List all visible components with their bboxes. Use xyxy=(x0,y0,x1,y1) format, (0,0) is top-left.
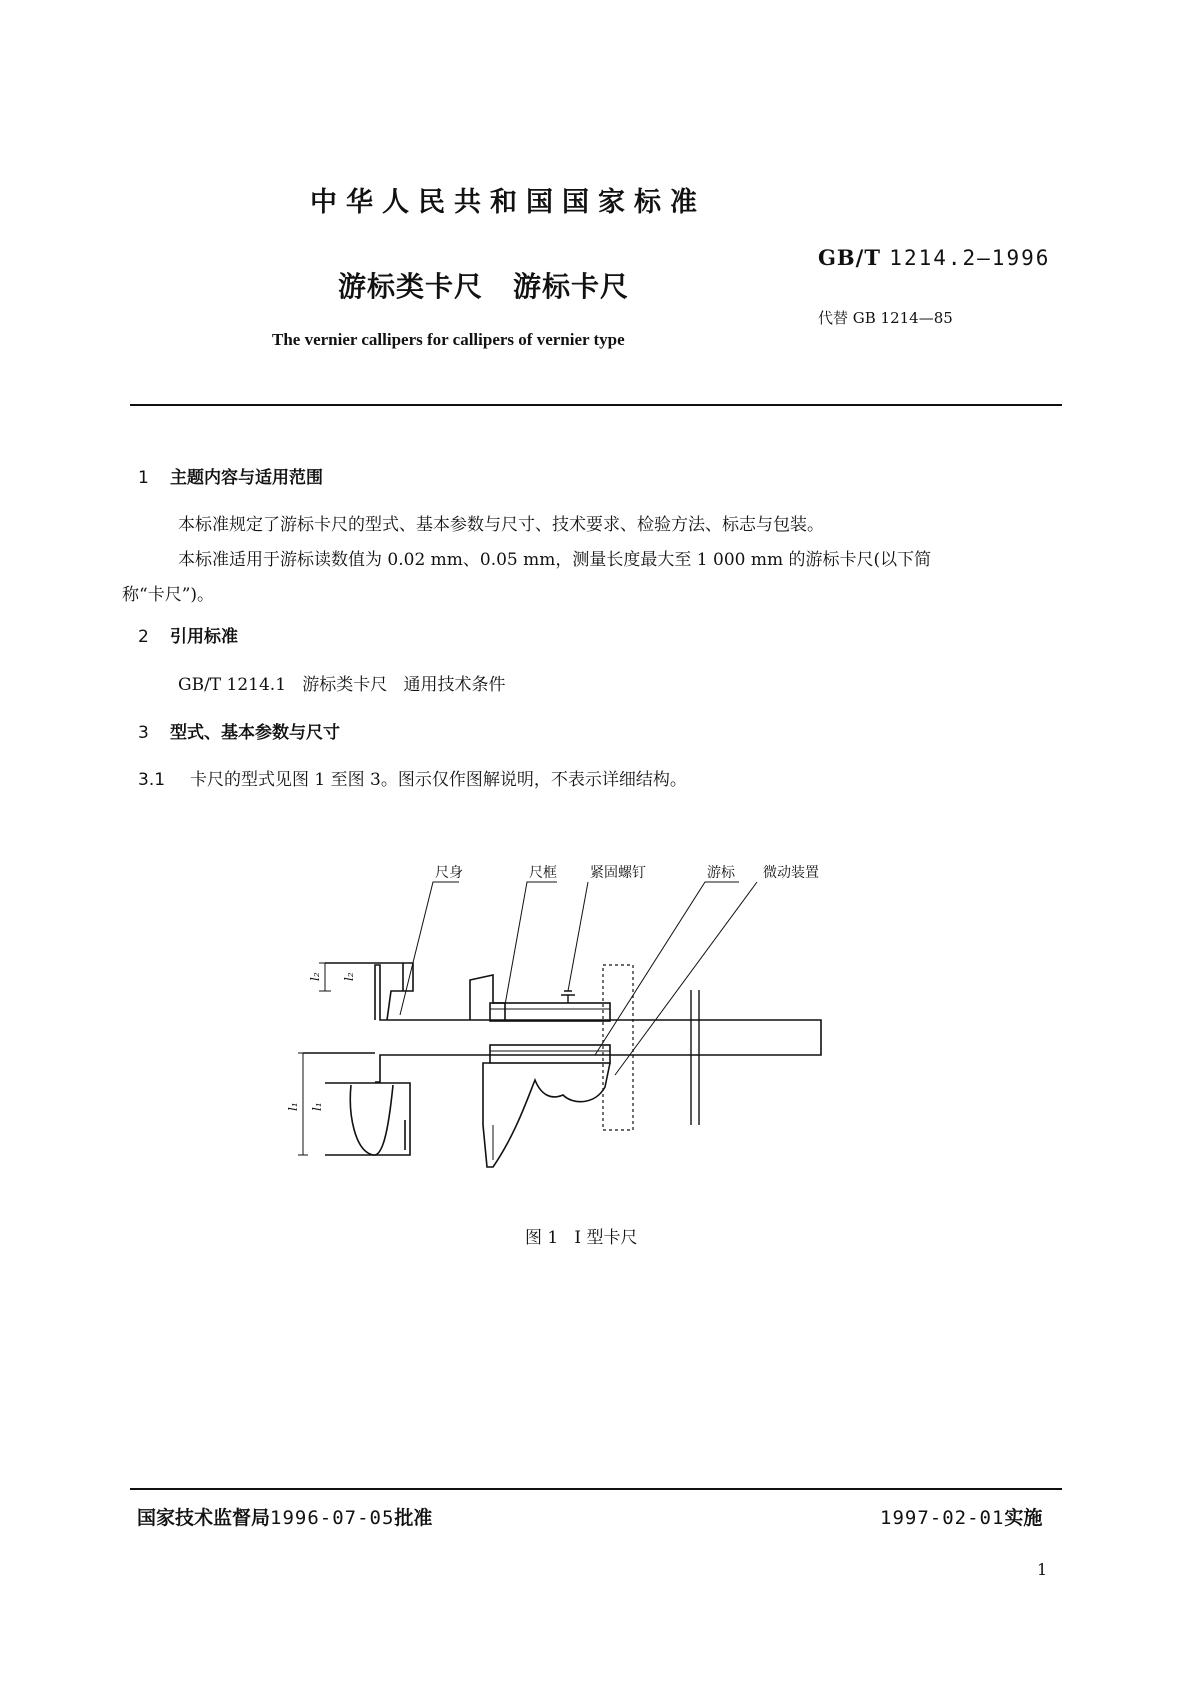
referenced-standard: GB/T 1214.1 游标类卡尺 通用技术条件 xyxy=(178,675,506,695)
dim-label-l1-outer: l₁ xyxy=(286,1102,300,1111)
implementation-word: 实施 xyxy=(1004,1507,1043,1529)
dim-label-l1-inner: l₁ xyxy=(310,1102,324,1111)
approval-org: 国家技术监督局 xyxy=(137,1507,271,1529)
clause-3-1-text: 卡尺的型式见图 1 至图 3。图示仅作图解说明，不表示详细结构。 xyxy=(190,770,687,790)
label-vernier: 游标 xyxy=(707,865,735,881)
section-2-title: 引用标准 xyxy=(170,627,238,647)
section-2-number: 2 xyxy=(138,627,149,647)
section-1-heading xyxy=(138,463,323,488)
page-number: 1 xyxy=(1037,1560,1048,1579)
section-2-heading xyxy=(138,622,238,647)
implementation-line xyxy=(880,1503,1042,1530)
leader-fastening-screw xyxy=(568,882,588,991)
standard-code xyxy=(818,245,1050,270)
section-1-paragraph-2-line-1: 本标准适用于游标读数值为 0.02 mm、0.05 mm，测量长度最大至 1 000 mm 的游标卡尺(以下简 xyxy=(178,550,932,570)
footer-divider xyxy=(130,1488,1062,1490)
fixed-jaw-top xyxy=(325,963,413,1020)
fastening-screw-shape xyxy=(561,991,575,1003)
standard-code-prefix: GB/T xyxy=(818,245,881,270)
frame-bar-top xyxy=(490,1003,610,1021)
approval-line xyxy=(137,1503,432,1530)
section-1-paragraph-1: 本标准规定了游标卡尺的型式、基本参数与尺寸、技术要求、检验方法、标志与包装。 xyxy=(178,515,824,535)
dim-label-l2-outer: l₂ xyxy=(308,972,322,981)
fine-adjust-dotted-box xyxy=(603,965,633,1130)
leader-ruler-frame xyxy=(505,882,557,1005)
ruler-body-outline xyxy=(375,965,821,1082)
approval-date: 1996-07-05 xyxy=(270,1507,395,1529)
leader-ruler-body xyxy=(400,882,459,1015)
replaces-standard: 代替 GB 1214—85 xyxy=(818,309,953,327)
figure-1-calliper-diagram xyxy=(286,865,840,1185)
country-standard-heading: 中华人民共和国国家标准 xyxy=(310,187,706,218)
frame-lower-jaw xyxy=(483,1063,610,1167)
dim-label-l2-inner: l₂ xyxy=(342,972,356,981)
section-3-number: 3 xyxy=(138,723,149,743)
section-3-title: 型式、基本参数与尺寸 xyxy=(170,723,340,743)
section-1-title: 主题内容与适用范围 xyxy=(170,468,323,488)
figure-1-caption: 图 1 I 型卡尺 xyxy=(525,1228,638,1248)
clamp-lines xyxy=(691,990,699,1125)
standard-title-en: The vernier callipers for callipers of vernier type xyxy=(272,330,625,349)
title-cn-part1: 游标类卡尺 xyxy=(338,270,484,303)
frame-upper-jaw xyxy=(470,975,505,1020)
label-ruler-frame: 尺框 xyxy=(529,865,557,881)
implementation-date: 1997-02-01 xyxy=(880,1507,1005,1529)
vernier-bar xyxy=(490,1045,610,1063)
section-3-heading xyxy=(138,718,340,743)
approval-word: 批准 xyxy=(394,1507,433,1529)
standard-title-cn xyxy=(338,265,629,305)
leader-vernier xyxy=(595,882,739,1055)
section-1-number: 1 xyxy=(138,468,149,488)
label-fastening-screw: 紧固螺钉 xyxy=(590,865,646,881)
standard-code-number: 1214.2—1996 xyxy=(889,246,1051,270)
clause-3-1 xyxy=(138,765,687,790)
label-ruler-body: 尺身 xyxy=(435,865,463,881)
title-cn-part2: 游标卡尺 xyxy=(513,270,630,303)
label-fine-adjust: 微动装置 xyxy=(763,865,819,881)
clause-3-1-number: 3.1 xyxy=(138,770,166,790)
section-1-paragraph-2-line-2: 称“卡尺”)。 xyxy=(122,585,215,605)
header-divider xyxy=(130,404,1062,406)
